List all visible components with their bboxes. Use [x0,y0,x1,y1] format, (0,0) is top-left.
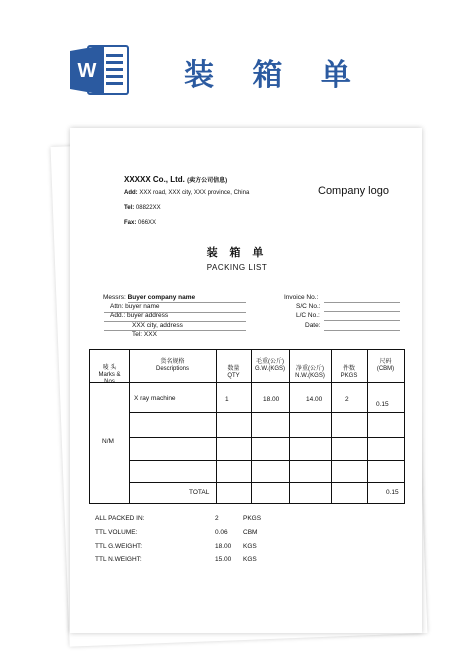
row-line [129,482,404,483]
company-tel: Tel: 08822XX [124,205,161,211]
row-cbm: 0.15 [376,401,389,408]
row-line [129,437,404,438]
company-fax: Fax: 066XX [124,220,157,226]
row-line [129,412,404,413]
company-address: Add: XXX road, XXX city, XXX province, China [124,190,250,196]
date-line [324,330,400,331]
header-nw: 净重(公斤) N.W.(KGS) [295,366,325,379]
summary-label: TTL VOLUME: [95,529,138,536]
total-cbm: 0.15 [386,489,399,496]
doc-title-cn: 装 箱 单 [206,246,268,259]
summary-unit: PKGS [243,515,262,522]
summary-value: 2 [215,515,219,522]
summary-value: 15.00 [215,556,232,563]
date-label: Date: [305,322,321,329]
summary-unit: KGS [243,543,257,550]
buyer-address: Add.: buyer address [110,312,169,319]
marks-value: N/M [102,438,114,445]
summary-label: TTL G.WEIGHT: [95,543,143,550]
buyer-messrs: Messrs: Buyer company name [103,294,196,301]
header-line [90,382,404,383]
header-gw: 毛重(公斤) G.W.(KGS) [255,359,285,372]
buyer-tel: Tel: XXX [132,331,157,338]
word-doc-icon [70,44,130,96]
total-label: TOTAL [189,489,210,496]
header-qty: 数量 QTY [227,366,240,379]
row-qty: 1 [225,396,229,403]
buyer-city: XXX city, address [132,322,183,329]
sc-no-label: S/C No.: [296,303,321,310]
row-desc: X ray machine [134,395,176,402]
header-marks: 唛 头 Marks & Nos [98,365,121,385]
lc-no-line [324,320,400,321]
packing-table [89,349,405,504]
svg-text:W: W [77,60,97,82]
summary-unit: CBM [243,529,258,536]
doc-title-en: PACKING LIST [206,263,268,272]
row-gw: 18.00 [263,396,280,403]
summary-unit: KGS [243,556,257,563]
header-pkgs: 件数 PKGS [340,366,358,379]
summary-label: ALL PACKED IN: [95,515,145,522]
lc-no-label: L/C No.: [296,312,320,319]
banner [0,0,474,120]
row-pkgs: 2 [345,396,349,403]
banner-title: 装 箱 单 [184,58,365,93]
sc-no-line [324,311,400,312]
buyer-attn: Attn: buyer name [110,303,160,310]
company-name: XXXXX Co., Ltd. (卖方公司信息) [124,175,228,184]
invoice-no-line [324,302,400,303]
row-line [129,460,404,461]
summary-value: 18.00 [215,543,232,550]
buyer-city-line [104,330,246,331]
row-nw: 14.00 [306,396,323,403]
company-logo: Company logo [318,185,389,197]
header-descriptions: 货名规格 Descriptions [155,359,189,372]
summary-value: 0.06 [215,529,228,536]
invoice-no-label: Invoice No.: [284,294,319,301]
summary-label: TTL N.WEIGHT: [95,556,142,563]
header-cbm: 尺码 (CBM) [376,359,395,372]
